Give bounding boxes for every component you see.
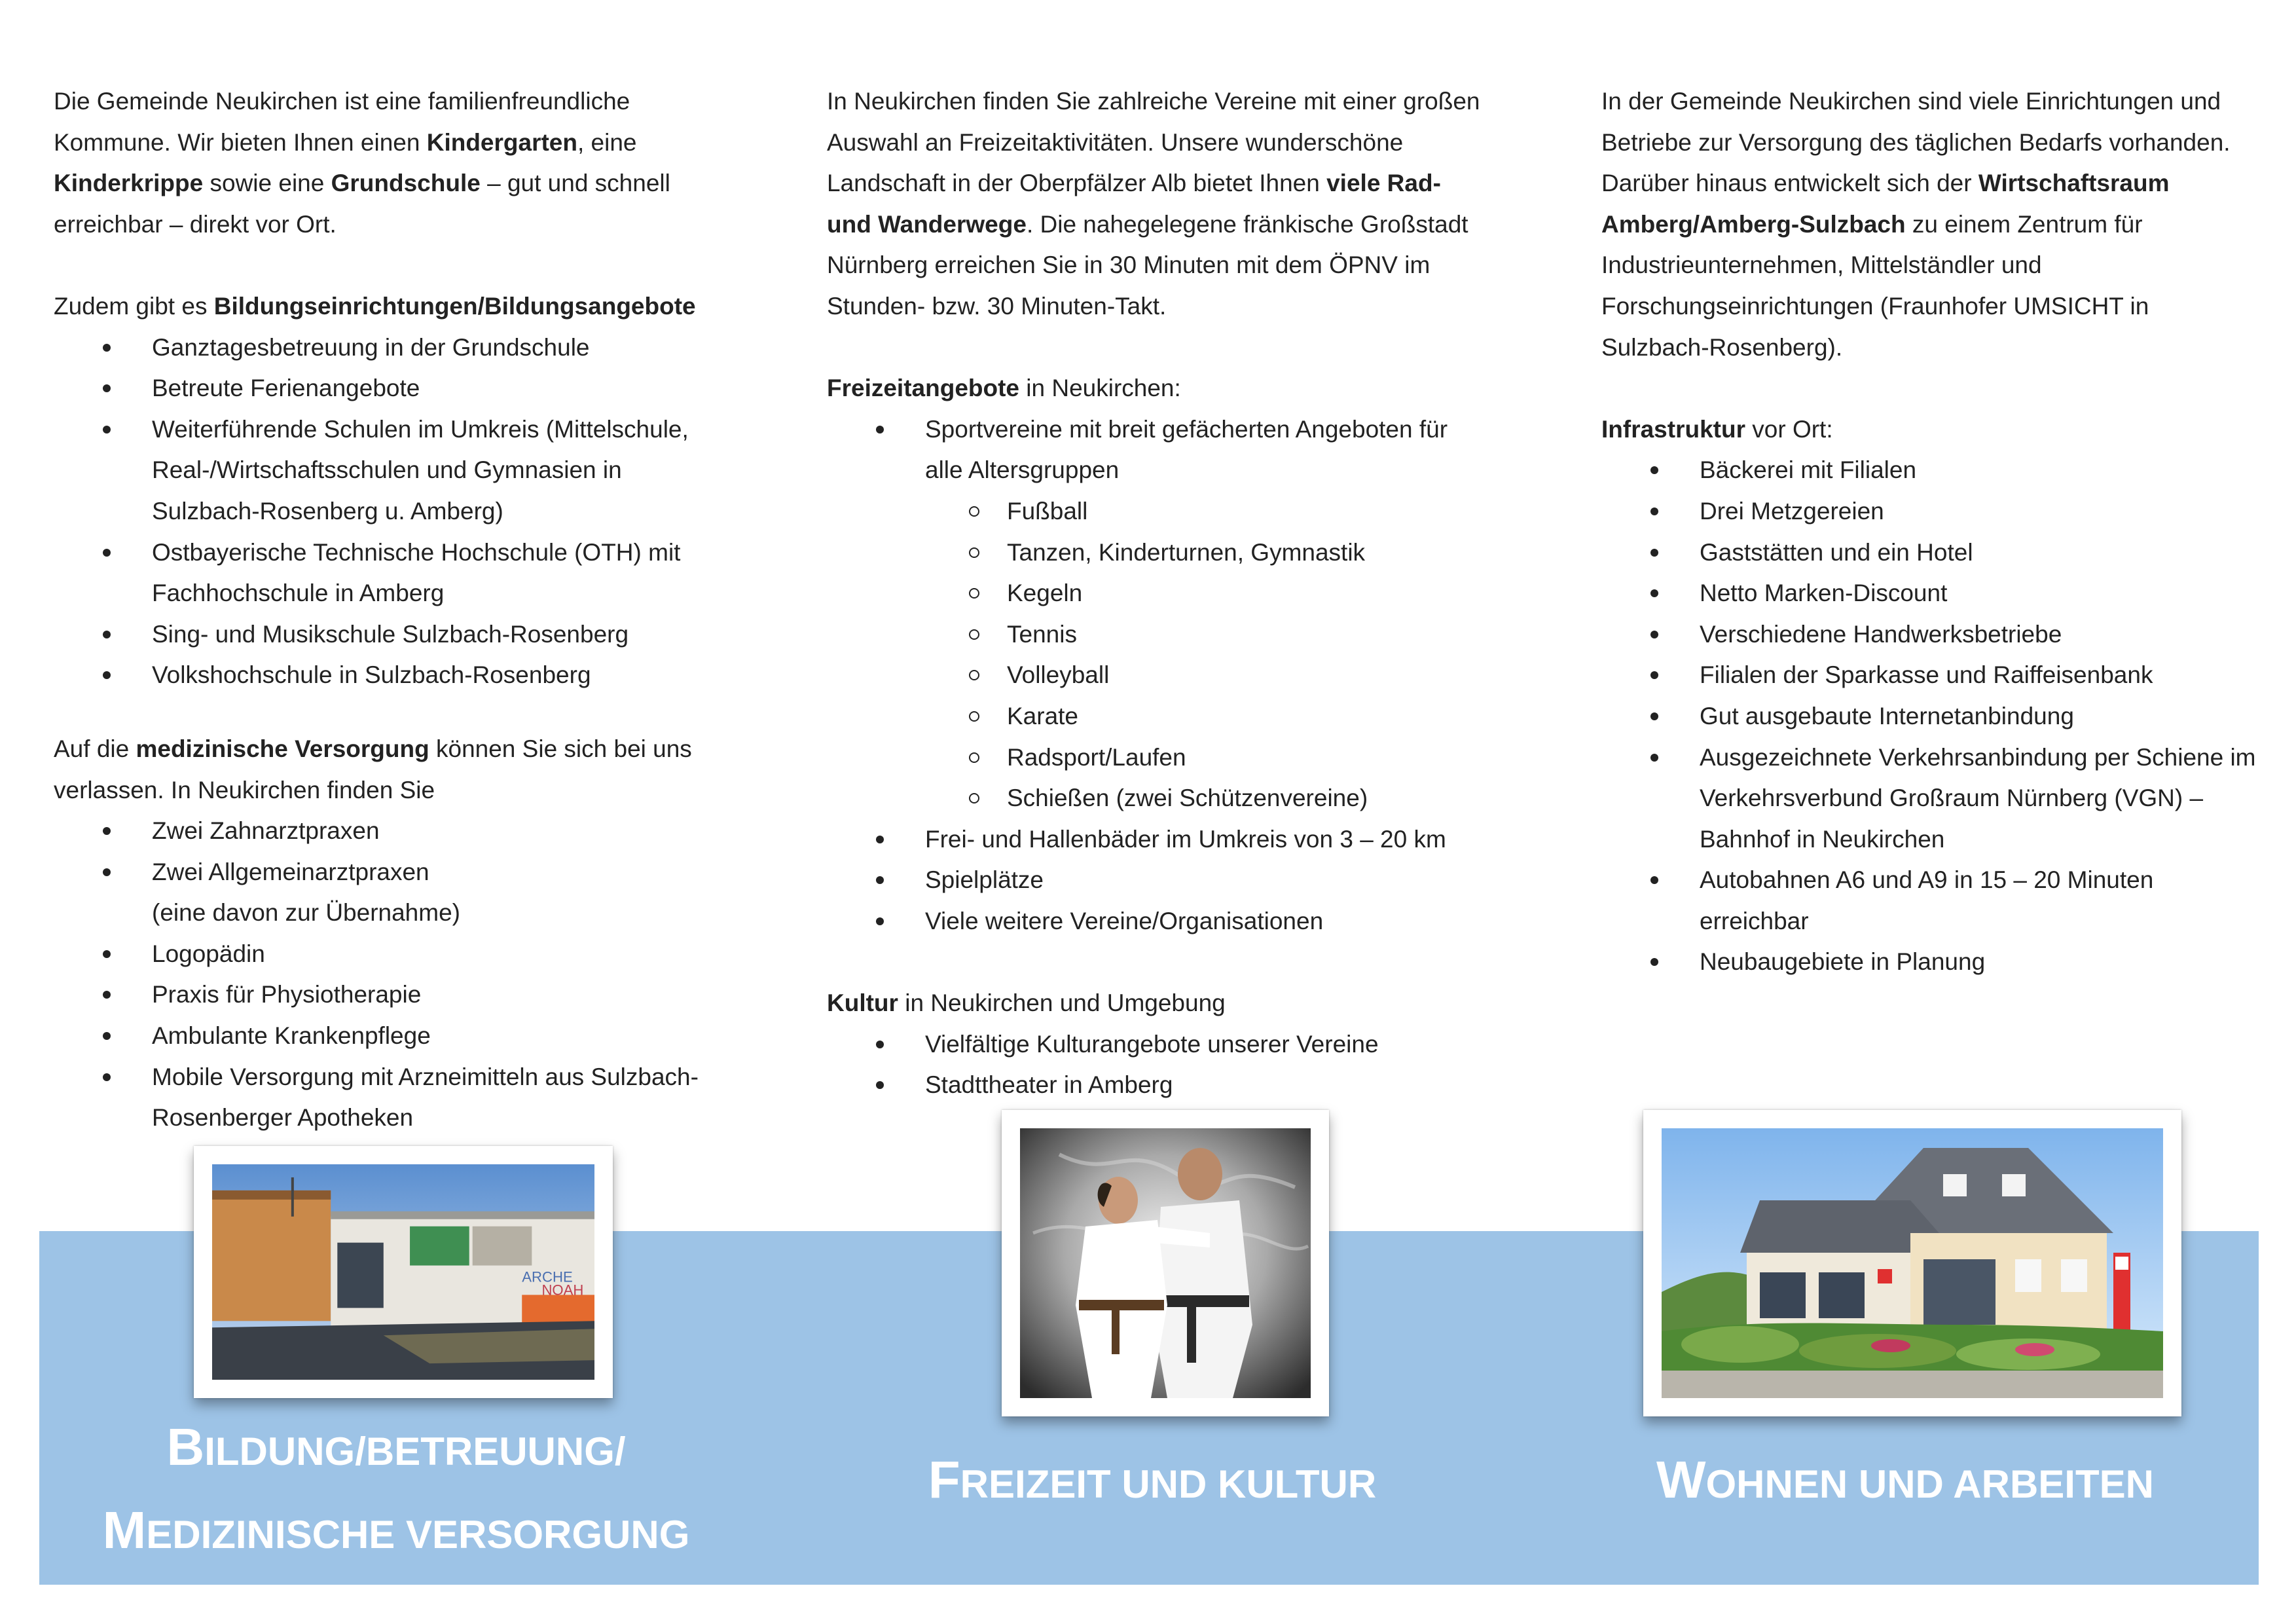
kindergarten-building-image: [212, 1164, 594, 1380]
list-item: Neubaugebiete in Planung: [1601, 942, 2256, 983]
heading-bildung: [39, 1408, 753, 1574]
sublist-item: Tanzen, Kinderturnen, Gymnastik: [827, 532, 1488, 574]
list-item: Ambulante Krankenpflege: [54, 1016, 715, 1057]
heading-wohnen: WOHNEN UND ARBEITEN: [1656, 1450, 2154, 1509]
sublist-item: Fußball: [827, 491, 1488, 532]
list-item: Ausgezeichnete Verkehrsanbindung per Schiene im Verkehrsverbund Großraum Nürnberg (VGN) – Bahnhof in Neukirchen: [1601, 737, 2256, 860]
list-item: Filialen der Sparkasse und Raiffeisenbank: [1601, 655, 2256, 696]
sparkasse-photo: [1643, 1110, 2181, 1416]
medical-paragraph: Auf die medizinische Versorgung können Sie sich bei uns verlassen. In Neukirchen finden Sie: [54, 735, 692, 803]
list-item: Ganztagesbetreuung in der Grundschule: [54, 327, 715, 369]
list-item: Netto Marken-Discount: [1601, 573, 2256, 614]
list-item: Verschiedene Handwerksbetriebe: [1601, 614, 2256, 655]
sublist-item: Radsport/Laufen: [827, 737, 1488, 779]
list-item: Frei- und Hallenbäder im Umkreis von 3 – 20 km: [827, 819, 1488, 860]
education-heading: Zudem gibt es Bildungseinrichtungen/Bildungsangebote: [54, 292, 696, 320]
medical-list: [54, 811, 715, 1139]
list-item: Vielfältige Kulturangebote unserer Vereine: [827, 1024, 1488, 1065]
column-bildung: [54, 81, 715, 1139]
intro-paragraph: In Neukirchen finden Sie zahlreiche Vereine mit einer großen Auswahl an Freizeitaktivitäten. Unsere wunderschöne Landschaft in der Oberpfälzer Alb bietet Ihnen viele Rad- und Wanderwege. Die nahegelegene fränkische Großstadt Nürnberg erreichen Sie in 30 Minuten mit dem ÖPNV im Stunden- bzw. 30 Minuten-Takt.: [827, 88, 1480, 320]
list-item: Bäckerei mit Filialen: [1601, 450, 2256, 491]
list-item: Gaststätten und ein Hotel: [1601, 532, 2256, 574]
heading-bildung-line1: BILDUNG/BETREUUNG/: [166, 1418, 626, 1476]
list-item: Sportvereine mit breit gefächerten Angeboten für alle Altersgruppen Fußball Tanzen, Kinderturnen, Gymnastik Kegeln Tennis Volleyball Karate Radsport/Laufen Schießen (zwei Schützenvereine): [827, 409, 1488, 819]
list-item: Ostbayerische Technische Hochschule (OTH) mit Fachhochschule in Amberg: [54, 532, 715, 614]
kultur-heading: Kultur in Neukirchen und Umgebung: [827, 989, 1226, 1017]
sign-text-line1: ARCHE: [522, 1268, 573, 1285]
list-item: Viele weitere Vereine/Organisationen: [827, 901, 1488, 942]
education-list: [54, 327, 715, 696]
infrastruktur-heading: Infrastruktur vor Ort:: [1601, 415, 1833, 443]
list-item: Betreute Ferienangebote: [54, 368, 715, 409]
list-item: Zwei Zahnarztpraxen: [54, 811, 715, 852]
sublist-item: Kegeln: [827, 573, 1488, 614]
list-item: Zwei Allgemeinarztpraxen (eine davon zur Übernahme): [54, 852, 715, 934]
list-item: Drei Metzgereien: [1601, 491, 2256, 532]
sublist-item: Tennis: [827, 614, 1488, 655]
sport-sublist: [827, 491, 1488, 819]
sublist-item: Volleyball: [827, 655, 1488, 696]
sparkasse-building-image: [1662, 1128, 2163, 1398]
list-item: Sing- und Musikschule Sulzbach-Rosenberg: [54, 614, 715, 655]
intro-paragraph: In der Gemeinde Neukirchen sind viele Einrichtungen und Betriebe zur Versorgung des täglichen Bedarfs vorhanden. Darüber hinaus entwickelt sich der Wirtschaftsraum Amberg/Amberg-Sulzbach zu einem Zentrum für Industrieunternehmen, Mittelständler und Forschungseinrichtungen (Fraunhofer UMSICHT in Sulzbach-Rosenberg).: [1601, 88, 2231, 361]
heading-freizeit: FREIZEIT UND KULTUR: [928, 1450, 1377, 1509]
list-item: Weiterführende Schulen im Umkreis (Mittelschule, Real-/Wirtschaftsschulen und Gymnasien in Sulzbach-Rosenberg u. Amberg): [54, 409, 715, 532]
karate-photo: [1002, 1110, 1329, 1416]
freizeit-list: [827, 409, 1488, 942]
freizeit-heading: Freizeitangebote in Neukirchen:: [827, 375, 1181, 402]
sublist-item: Schießen (zwei Schützenvereine): [827, 778, 1488, 819]
list-item: Praxis für Physiotherapie: [54, 974, 715, 1016]
kultur-list: [827, 1024, 1488, 1106]
list-item: Stadttheater in Amberg: [827, 1065, 1488, 1106]
list-item: Volkshochschule in Sulzbach-Rosenberg: [54, 655, 715, 696]
intro-paragraph: Die Gemeinde Neukirchen ist eine familienfreundliche Kommune. Wir bieten Ihnen einen Kindergarten, eine Kinderkrippe sowie eine Grundschule – gut und schnell erreichbar – direkt vor Ort.: [54, 88, 670, 238]
list-item: Spielplätze: [827, 860, 1488, 901]
list-item: Autobahnen A6 und A9 in 15 – 20 Minuten erreichbar: [1601, 860, 2256, 942]
sublist-item: Karate: [827, 696, 1488, 737]
list-item: Logopädin: [54, 934, 715, 975]
heading-bildung-line2: MEDIZINISCHE VERSORGUNG: [102, 1501, 690, 1559]
list-item: Mobile Versorgung mit Arzneimitteln aus Sulzbach-Rosenberger Apotheken: [54, 1057, 715, 1139]
column-freizeit: [827, 81, 1488, 1106]
infrastruktur-list: [1601, 450, 2256, 983]
column-wohnen: [1601, 81, 2256, 983]
kindergarten-photo: [194, 1146, 613, 1398]
sign-text-line2: NOAH: [541, 1282, 584, 1299]
karate-image: [1020, 1128, 1311, 1398]
list-item: Gut ausgebaute Internetanbindung: [1601, 696, 2256, 737]
